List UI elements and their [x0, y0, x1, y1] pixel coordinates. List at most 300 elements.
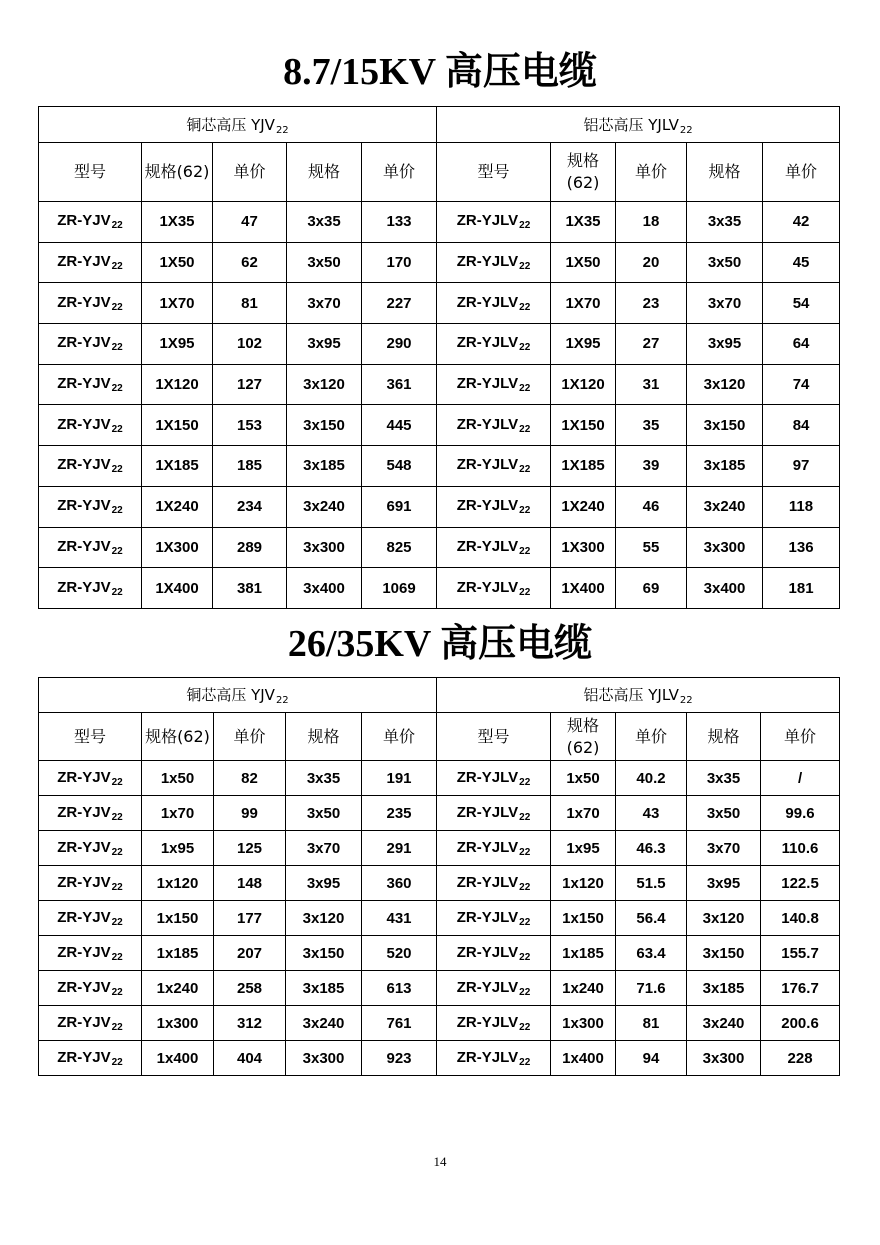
table-cell: [687, 527, 763, 568]
table-cell: [142, 866, 214, 901]
column-header: 型号: [437, 713, 551, 761]
cell-value: 64: [792, 335, 810, 353]
column-header: 单价: [214, 713, 286, 761]
column-header: 规格: [687, 713, 761, 761]
cell-value: 155.7: [781, 944, 819, 962]
cell-value: 1X35: [565, 213, 601, 231]
model-subscript: 22: [111, 383, 123, 395]
cell-value: 170: [386, 254, 412, 272]
table-cell: [39, 971, 142, 1006]
model-subscript: 22: [519, 776, 531, 788]
model-subscript: 22: [111, 301, 123, 313]
table-cell: [39, 1041, 142, 1076]
table-cell: [437, 866, 551, 901]
table-row: [39, 971, 840, 1006]
table-cell: [287, 202, 362, 243]
cell-value: 381: [236, 579, 263, 597]
cell-value: 55: [642, 538, 660, 556]
table-cell: [437, 364, 551, 405]
table-cell: [763, 405, 840, 446]
cell-value: 94: [642, 1049, 660, 1067]
cell-value: 3x70: [706, 839, 741, 857]
table-cell: [437, 446, 551, 487]
table-cell: [142, 486, 213, 527]
table-cell: [286, 936, 362, 971]
cell-value: 1X300: [561, 538, 605, 556]
table-cell: [286, 796, 362, 831]
table-cell: [437, 796, 551, 831]
table-cell: [763, 568, 840, 609]
table-cell: [616, 1006, 687, 1041]
aluminum-group-header-label: 铝芯高压 YJLV: [583, 686, 679, 704]
table-cell: [362, 761, 437, 796]
table-cell: [287, 486, 362, 527]
cell-value: 1x150: [156, 909, 199, 927]
table-cell: [142, 527, 213, 568]
table-row: [39, 527, 840, 568]
copper-group-header: [39, 678, 437, 713]
cell-value: 1x240: [562, 979, 604, 997]
cell-value: 3x120: [702, 909, 745, 927]
table-cell: [437, 1041, 551, 1076]
cell-value: 1x185: [156, 944, 199, 962]
cell-value: ZR-YJV: [57, 578, 111, 596]
section1-title: 8.7/15KV 高压电缆: [283, 51, 597, 93]
cell-value: ZR-YJV: [57, 978, 111, 996]
model-subscript: 22: [519, 545, 531, 557]
table-cell: [362, 1041, 437, 1076]
table-cell: [437, 283, 551, 324]
table-cell: [39, 242, 142, 283]
cell-value: 3x240: [703, 498, 746, 516]
cell-value: 3x185: [702, 979, 745, 997]
model-subscript: 22: [111, 776, 123, 788]
cell-value: 84: [792, 416, 810, 434]
cell-value: 3x70: [707, 294, 742, 312]
table-cell: [687, 936, 761, 971]
cell-value: ZR-YJV: [57, 1013, 111, 1031]
table-cell: [213, 242, 287, 283]
cell-value: 1x50: [160, 769, 195, 787]
cell-value: 99.6: [785, 804, 815, 822]
table-cell: [362, 936, 437, 971]
table-row: [39, 831, 840, 866]
table-cell: [39, 831, 142, 866]
cell-value: 3x95: [307, 335, 341, 353]
table-cell: [213, 283, 287, 324]
table-cell: [551, 796, 616, 831]
copper-group-header-label: 铜芯高压 YJV: [186, 115, 275, 134]
column-header: 规格(62): [551, 143, 616, 202]
cell-value: 3x240: [702, 1014, 745, 1032]
table-row: [39, 405, 840, 446]
cell-value: 181: [788, 579, 814, 597]
table-cell: [687, 405, 763, 446]
cell-value: 191: [386, 769, 412, 787]
cell-value: ZR-YJV: [57, 293, 111, 311]
cell-value: 923: [386, 1049, 412, 1067]
table-cell: [142, 796, 214, 831]
model-subscript: 22: [111, 846, 123, 858]
cell-value: 185: [236, 457, 263, 475]
table-cell: [39, 324, 142, 365]
cell-value: ZR-YJLV: [456, 578, 519, 596]
cell-value: 1069: [382, 579, 416, 597]
cell-value: 69: [642, 579, 660, 597]
cell-value: 1x400: [562, 1049, 604, 1067]
table-cell: [687, 242, 763, 283]
cell-value: 82: [241, 769, 258, 787]
cell-value: 35: [642, 416, 660, 434]
table-cell: [616, 901, 687, 936]
cell-value: 27: [642, 335, 660, 353]
table-cell: [39, 202, 142, 243]
table-cell: [213, 568, 287, 609]
cell-value: 127: [236, 376, 263, 394]
cell-value: 291: [386, 839, 412, 857]
cell-value: 361: [386, 376, 412, 394]
cell-value: 1X70: [565, 294, 601, 312]
table-cell: [214, 901, 286, 936]
table-cell: [214, 971, 286, 1006]
aluminum-group-header-label: 铝芯高压 YJLV: [583, 115, 679, 134]
model-subscript: 22: [111, 342, 123, 354]
table-cell: [362, 527, 437, 568]
column-header: 单价: [362, 713, 437, 761]
cell-value: 1X400: [155, 579, 199, 597]
table-cell: [616, 568, 687, 609]
table-cell: [551, 242, 616, 283]
price-table-35kv: [38, 677, 840, 1076]
cell-value: 20: [642, 254, 660, 272]
cell-value: 3x70: [307, 294, 341, 312]
table-cell: [286, 761, 362, 796]
cell-value: 3x185: [303, 457, 345, 475]
cell-value: 691: [386, 498, 412, 516]
table-cell: [761, 761, 840, 796]
table-cell: [763, 283, 840, 324]
model-subscript: 22: [111, 881, 123, 893]
cell-value: 3x400: [303, 579, 345, 597]
table-cell: [551, 831, 616, 866]
cell-value: 99: [241, 804, 258, 822]
table-cell: [286, 831, 362, 866]
table-row: [39, 936, 840, 971]
cell-value: 1X95: [565, 335, 601, 353]
table-cell: [687, 796, 761, 831]
table-cell: [142, 901, 214, 936]
table-cell: [763, 202, 840, 243]
cell-value: 1x300: [562, 1014, 604, 1032]
cell-value: 1x120: [562, 874, 604, 892]
cell-value: ZR-YJLV: [456, 456, 519, 474]
table-cell: [214, 796, 286, 831]
table-row: [39, 568, 840, 609]
cell-value: 3x120: [303, 376, 345, 394]
model-subscript: 22: [111, 464, 123, 476]
cell-value: 235: [386, 804, 412, 822]
table-cell: [287, 527, 362, 568]
table-cell: [362, 568, 437, 609]
table-cell: [616, 486, 687, 527]
table-cell: [687, 761, 761, 796]
cell-value: 3x120: [302, 909, 345, 927]
cell-value: 1X300: [155, 538, 199, 556]
model-subscript: 22: [519, 1056, 531, 1068]
cell-value: 761: [386, 1014, 412, 1032]
cell-value: 1X50: [565, 254, 601, 272]
cell-value: ZR-YJV: [57, 838, 111, 856]
cell-value: 3x240: [303, 498, 345, 516]
table-cell: [551, 936, 616, 971]
model-subscript: 22: [519, 261, 531, 273]
table-cell: [763, 324, 840, 365]
table-cell: [362, 202, 437, 243]
cell-value: ZR-YJLV: [456, 253, 519, 271]
table-cell: [687, 202, 763, 243]
cell-value: ZR-YJLV: [456, 334, 519, 352]
cell-value: 3x240: [302, 1014, 345, 1032]
model-subscript: 22: [519, 383, 531, 395]
cell-value: ZR-YJV: [57, 768, 111, 786]
table-cell: [687, 971, 761, 1006]
table-cell: [214, 1006, 286, 1041]
table-cell: [214, 831, 286, 866]
table-cell: [362, 486, 437, 527]
cell-value: 1X240: [561, 498, 605, 516]
cell-value: 1x70: [566, 804, 600, 822]
table-row: [39, 486, 840, 527]
table-cell: [362, 796, 437, 831]
cell-value: 3x300: [302, 1049, 345, 1067]
cell-value: 3x300: [702, 1049, 745, 1067]
cell-value: ZR-YJLV: [456, 978, 519, 996]
table-cell: [287, 446, 362, 487]
column-header: 单价: [761, 713, 840, 761]
cell-value: 177: [236, 909, 263, 927]
table-cell: [551, 405, 616, 446]
table-cell: [437, 486, 551, 527]
column-header: 单价: [616, 143, 687, 202]
cell-value: 63.4: [636, 944, 666, 962]
model-subscript: 22: [111, 220, 123, 232]
table-cell: [286, 1041, 362, 1076]
table-cell: [687, 831, 761, 866]
cell-value: 47: [241, 213, 258, 231]
table-cell: [761, 936, 840, 971]
cell-value: 3x35: [707, 213, 742, 231]
cell-value: 1x70: [160, 804, 195, 822]
cell-value: 31: [642, 376, 660, 394]
cell-value: 102: [236, 335, 263, 353]
model-subscript: 22: [111, 586, 123, 598]
column-header: 规格: [287, 143, 362, 202]
table-cell: [761, 796, 840, 831]
model-subscript: 22: [519, 1021, 531, 1033]
table-cell: [437, 405, 551, 446]
cell-value: ZR-YJLV: [456, 497, 519, 515]
cell-value: 1x120: [156, 874, 199, 892]
table-cell: [616, 1041, 687, 1076]
table-cell: [39, 1006, 142, 1041]
model-subscript: 22: [519, 586, 531, 598]
table-row: [39, 796, 840, 831]
table-cell: [551, 761, 616, 796]
table-cell: [142, 364, 213, 405]
table-cell: [761, 1006, 840, 1041]
cell-value: 133: [386, 213, 412, 231]
cell-value: 1x150: [562, 909, 604, 927]
cell-value: 3x50: [706, 804, 741, 822]
table-cell: [616, 831, 687, 866]
table-cell: [142, 568, 213, 609]
table-cell: [763, 446, 840, 487]
table-cell: [551, 971, 616, 1006]
cell-value: ZR-YJV: [57, 943, 111, 961]
model-subscript: 22: [519, 881, 531, 893]
table-cell: [616, 283, 687, 324]
table-cell: [287, 568, 362, 609]
column-header: 规格: [687, 143, 763, 202]
cell-value: 3x50: [306, 804, 341, 822]
column-header: 型号: [437, 143, 551, 202]
table-cell: [39, 568, 142, 609]
column-header-row: [39, 713, 840, 761]
cell-value: 404: [236, 1049, 263, 1067]
table-cell: [551, 568, 616, 609]
cell-value: 1X95: [159, 335, 195, 353]
table-row: [39, 242, 840, 283]
table-cell: [761, 971, 840, 1006]
column-header: 单价: [362, 143, 437, 202]
column-header: 规格: [286, 713, 362, 761]
cell-value: 3x150: [303, 416, 345, 434]
table-row: [39, 364, 840, 405]
cell-value: 1X185: [155, 457, 199, 475]
table-cell: [437, 761, 551, 796]
cell-value: ZR-YJV: [57, 253, 111, 271]
column-header: 型号: [39, 713, 142, 761]
cell-value: ZR-YJLV: [456, 838, 519, 856]
table-cell: [437, 936, 551, 971]
cell-value: ZR-YJLV: [456, 873, 519, 891]
cell-value: ZR-YJLV: [456, 768, 519, 786]
table-cell: [213, 364, 287, 405]
cell-value: 23: [642, 294, 660, 312]
section2-title: 26/35KV 高压电缆: [287, 623, 593, 665]
model-subscript: 22: [111, 986, 123, 998]
table-cell: [214, 866, 286, 901]
table-cell: [763, 242, 840, 283]
cell-value: 118: [788, 498, 814, 516]
model-subscript: 22: [111, 1021, 123, 1033]
cell-value: ZR-YJV: [57, 415, 111, 433]
cell-value: 3x300: [703, 538, 746, 556]
table-cell: [763, 527, 840, 568]
aluminum-group-header-subscript: 22: [679, 695, 693, 706]
cell-value: ZR-YJV: [57, 908, 111, 926]
table-cell: [362, 324, 437, 365]
table-cell: [616, 324, 687, 365]
cell-value: ZR-YJLV: [456, 1013, 519, 1031]
cell-value: ZR-YJLV: [456, 908, 519, 926]
table-cell: [287, 364, 362, 405]
cell-value: ZR-YJV: [57, 873, 111, 891]
table-cell: [287, 283, 362, 324]
table-cell: [437, 831, 551, 866]
table-cell: [687, 364, 763, 405]
table-cell: [687, 568, 763, 609]
table-cell: [214, 761, 286, 796]
cell-value: ZR-YJV: [57, 537, 111, 555]
table-cell: [142, 971, 214, 1006]
table-cell: [286, 971, 362, 1006]
table-cell: [551, 901, 616, 936]
table-cell: [687, 866, 761, 901]
table-cell: [616, 527, 687, 568]
cell-value: 1X120: [155, 376, 199, 394]
cell-value: 3x70: [306, 839, 341, 857]
table-cell: [39, 405, 142, 446]
table-cell: [761, 866, 840, 901]
cell-value: 136: [788, 538, 814, 556]
table-cell: [437, 242, 551, 283]
cell-value: 1x400: [156, 1049, 199, 1067]
model-subscript: 22: [111, 545, 123, 557]
table-cell: [362, 242, 437, 283]
cell-value: 825: [386, 538, 412, 556]
cell-value: 520: [386, 944, 412, 962]
model-subscript: 22: [519, 220, 531, 232]
cell-value: /: [797, 769, 803, 787]
copper-group-header-subscript: 22: [275, 695, 289, 706]
cell-value: ZR-YJLV: [456, 803, 519, 821]
table-cell: [142, 831, 214, 866]
table-row: [39, 1006, 840, 1041]
cell-value: 3x185: [302, 979, 345, 997]
table-cell: [142, 1006, 214, 1041]
cell-value: 3x95: [707, 335, 742, 353]
table-cell: [142, 761, 214, 796]
table-cell: [551, 1006, 616, 1041]
table-cell: [39, 936, 142, 971]
aluminum-group-header-subscript: 22: [679, 124, 693, 136]
cell-value: 39: [642, 457, 660, 475]
model-subscript: 22: [519, 986, 531, 998]
model-subscript: 22: [519, 951, 531, 963]
table-cell: [142, 405, 213, 446]
cell-value: 200.6: [781, 1014, 819, 1032]
cell-value: 312: [236, 1014, 263, 1032]
table-cell: [142, 1041, 214, 1076]
model-subscript: 22: [519, 846, 531, 858]
table-cell: [437, 901, 551, 936]
table-cell: [362, 901, 437, 936]
cell-value: 3x35: [706, 769, 741, 787]
cell-value: 81: [642, 1014, 660, 1032]
model-subscript: 22: [519, 811, 531, 823]
cell-value: 40.2: [636, 769, 666, 787]
cell-value: 42: [792, 213, 810, 231]
page-number: 14: [433, 1154, 447, 1169]
cell-value: 3x150: [702, 944, 745, 962]
cell-value: 1X185: [561, 457, 605, 475]
table-cell: [39, 283, 142, 324]
cell-value: 290: [386, 335, 412, 353]
cell-value: ZR-YJV: [57, 497, 111, 515]
table-cell: [551, 283, 616, 324]
cell-value: 45: [792, 254, 810, 272]
